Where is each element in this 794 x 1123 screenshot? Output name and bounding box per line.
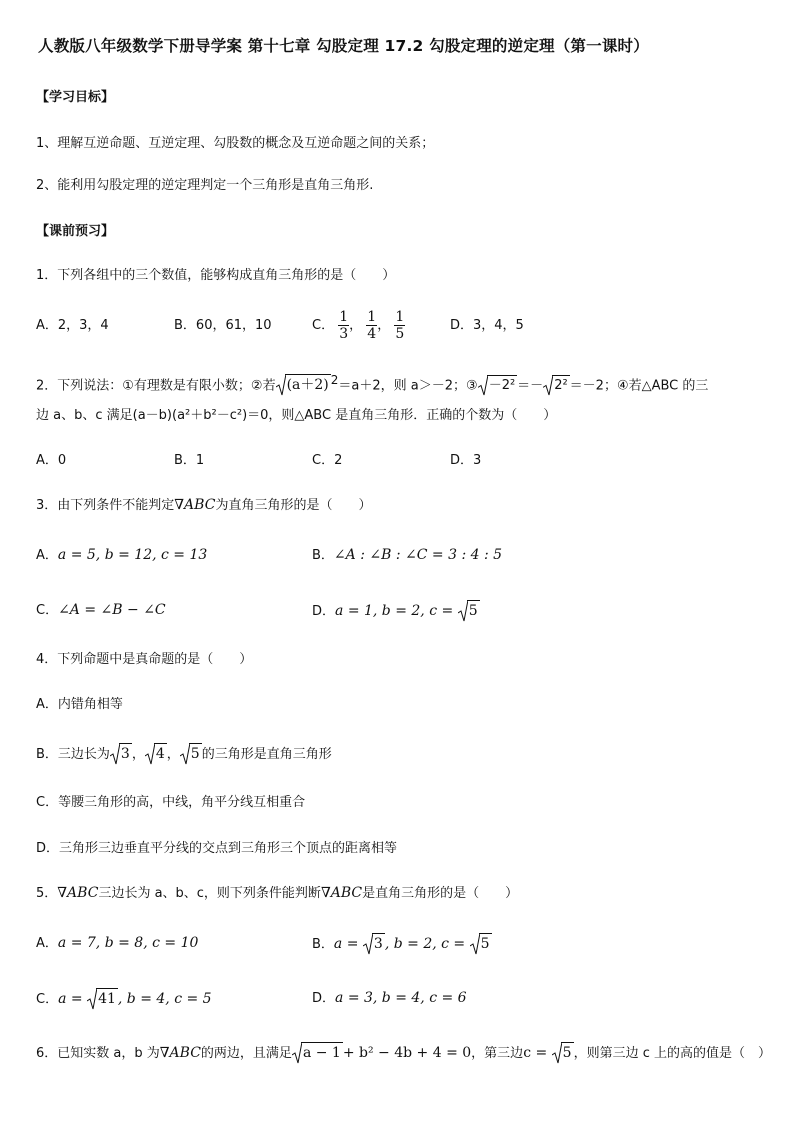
q3-option-a: A．a = 5, b = 12, c = 13: [36, 547, 208, 563]
sqrt-sign: 4: [145, 743, 167, 765]
q5-stem: 5．∇ABC三边长为 a、b、c，则下列条件能判断∇ABC是直角三角形的是（ ）: [36, 885, 519, 901]
q1-stem: 1．下列各组中的三个数值，能够构成直角三角形的是（ ）: [36, 268, 396, 283]
q5-option-d: D．a = 3, b = 4, c = 6: [312, 990, 467, 1006]
sqrt-sign: 5: [180, 743, 202, 765]
sqrt-sign: 5: [552, 1042, 574, 1064]
triangle-symbol: ∇ABC: [159, 1045, 201, 1061]
q4-option-d: D．三角形三边垂直平分线的交点到三角形三个顶点的距离相等: [36, 841, 398, 856]
objective-1: 1、理解互逆命题、互逆定理、勾股数的概念及互逆命题之间的关系；: [36, 136, 435, 151]
q4-option-b: B．三边长为 3 ， 4 ， 5 的三角形是直角三角形: [36, 743, 332, 765]
q2-option-d: D．3: [450, 453, 482, 468]
fraction-1-3: $\frac{1}{3}$: [339, 309, 349, 342]
q4-stem: 4．下列命题中是真命题的是（ ）: [36, 652, 253, 667]
sqrt-sign: 2²: [543, 375, 569, 396]
q1-option-c: C． $\frac{1}{3}$ ， $\frac{1}{4}$ ， $\frac{1}{5}$: [312, 309, 405, 342]
sqrt-sign: (a＋2): [276, 374, 331, 396]
sqrt-sign: 5: [458, 600, 480, 622]
q4-option-c: C．等腰三角形的高，中线，角平分线互相重合: [36, 795, 306, 810]
triangle-symbol: ∇ABC: [174, 497, 216, 513]
q1-option-d: D．3，4，5: [450, 318, 524, 333]
section-objectives: 【学习目标】: [36, 90, 115, 105]
sqrt-sign: －2²: [478, 375, 517, 396]
q2-line-1: 2．下列说法：①有理数是有限小数；②若 (a＋2) $^2$＝a＋2，则 a＞－2；③ －2² ＝－ 2² ＝－2；④若△ABC 的三: [36, 370, 708, 396]
sqrt-sign: 41: [87, 988, 118, 1010]
q1-option-c-label: C．: [312, 318, 335, 333]
q2-option-a: A．0: [36, 453, 67, 468]
q3-option-c: C．∠A = ∠B − ∠C: [36, 602, 166, 618]
q6-stem: 6．已知实数 a，b 为∇ABC的两边，且满足 a − 1 + b² − 4b + 4 = 0，第三边c = 5 ，则第三边 c 上的高的值是（ ）: [36, 1042, 771, 1064]
section-preview: 【课前预习】: [36, 224, 115, 239]
triangle-symbol: ∇ABC: [320, 885, 363, 901]
q2-option-c: C．2: [312, 453, 343, 468]
triangle-symbol: ∇ABC: [57, 885, 99, 901]
q3-option-b: B．∠A : ∠B : ∠C = 3 : 4 : 5: [312, 547, 503, 563]
q3-stem: 3．由下列条件不能判定∇ABC为直角三角形的是（ ）: [36, 497, 372, 513]
sqrt-sign: 5: [470, 933, 492, 955]
page-title: 人教版八年级数学下册导学案 第十七章 勾股定理 17.2 勾股定理的逆定理（第一课时）: [38, 37, 649, 55]
sqrt-sign: 3: [363, 933, 385, 955]
objective-2: 2、能利用勾股定理的逆定理判定一个三角形是直角三角形.: [36, 178, 374, 193]
q1-option-a: A．2，3，4: [36, 318, 109, 333]
q1-option-b: B．60，61，10: [174, 318, 272, 333]
q5-option-b: B．a = 3 , b = 2, c = 5: [312, 933, 492, 955]
fraction-1-5: $\frac{1}{5}$: [395, 309, 405, 342]
sqrt-sign: 3: [110, 743, 132, 765]
q4-option-a: A．内错角相等: [36, 697, 123, 712]
q3-option-d: D．a = 1, b = 2, c = 5: [312, 600, 480, 622]
q2-line-2: 边 a、b、c 满足(a－b)(a²＋b²－c²)＝0，则△ABC 是直角三角形．正确的个数为（ ）: [36, 408, 557, 423]
sqrt-sign: a − 1: [292, 1042, 343, 1064]
q2-option-b: B．1: [174, 453, 205, 468]
q5-option-c: C．a = 41 , b = 4, c = 5: [36, 988, 212, 1010]
fraction-1-4: $\frac{1}{4}$: [367, 309, 377, 342]
q5-option-a: A．a = 7, b = 8, c = 10: [36, 935, 199, 951]
